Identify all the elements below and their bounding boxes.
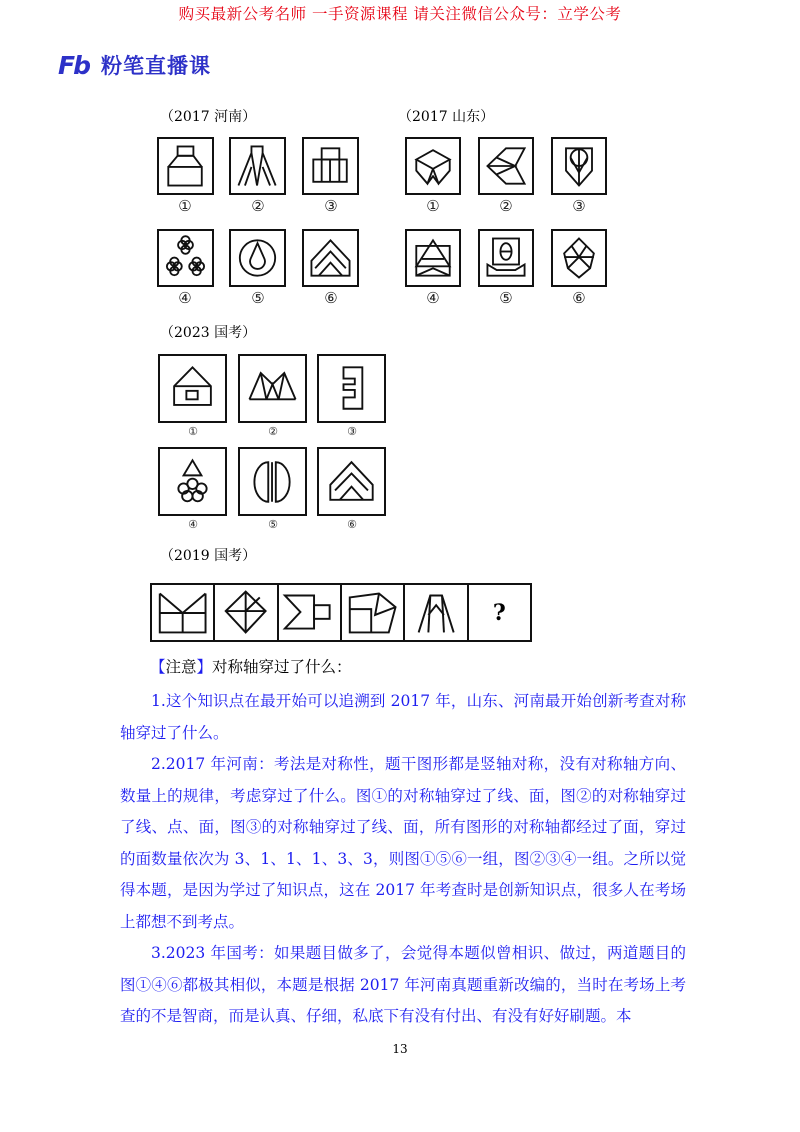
henan-num-1: ①: [178, 197, 192, 215]
henan-num-2: ②: [251, 197, 265, 215]
guokao2023-figure-5: [238, 447, 307, 516]
note-bracket-close: 】: [196, 658, 213, 676]
brand-logo: [58, 50, 211, 80]
henan-num-3: ③: [324, 197, 338, 215]
explanation-body: [120, 686, 686, 1033]
henan-figure-2: [229, 137, 286, 195]
henan-num-4: ④: [178, 289, 192, 307]
guokao2019-cell-4: [342, 585, 405, 640]
question-mark: ?: [492, 599, 506, 626]
label-guokao-2023: （2023 国考）: [160, 325, 257, 341]
note-heading: [150, 655, 352, 677]
shandong-num-5: ⑤: [499, 289, 513, 307]
guokao2023-num-2: ②: [268, 425, 278, 438]
guokao2019-cell-1: [152, 585, 215, 640]
label-henan-2017: （2017 河南）: [160, 109, 257, 125]
guokao2019-cell-3: [279, 585, 342, 640]
label-shandong-2017: （2017 山东）: [398, 109, 495, 125]
paragraph-2: 2.2017 年河南：考法是对称性，题干图形都是竖轴对称，没有对称轴方向、数量上的规律，考虑穿过了什么。图①的对称轴穿过了线、面，图②的对称轴穿过了线、点、面，图③的对称轴穿过了线、面，所有图形的对称轴都经过了面，穿过的面数量依次为 3、1、1、1、3、3，则图①⑤⑥一组，图②③④一组。之所以觉得本题，是因为学过了知识点，这在 2017 年考查时是创新知识点，很多人在考场上都想不到考点。: [120, 755, 686, 931]
henan-figure-1: [157, 137, 214, 195]
guokao2019-cell-5: [405, 585, 468, 640]
henan-figure-4: [157, 229, 214, 287]
logo-mark: Fb: [58, 50, 89, 80]
guokao2023-num-6: ⑥: [347, 518, 357, 531]
guokao2023-figure-6: [317, 447, 386, 516]
guokao2019-cell-question: [469, 585, 530, 640]
henan-figure-3: [302, 137, 359, 195]
shandong-num-1: ①: [426, 197, 440, 215]
henan-num-6: ⑥: [324, 289, 338, 307]
guokao2023-num-4: ④: [188, 518, 198, 531]
guokao2023-figure-4: [158, 447, 227, 516]
shandong-num-4: ④: [426, 289, 440, 307]
shandong-num-6: ⑥: [572, 289, 586, 307]
henan-figure-6: [302, 229, 359, 287]
henan-num-5: ⑤: [251, 289, 265, 307]
guokao2023-num-1: ①: [188, 425, 198, 438]
paragraph-1: 1.这个知识点在最开始可以追溯到 2017 年，山东、河南最开始创新考查对称轴穿过了什么。: [120, 692, 686, 742]
shandong-figure-1: [405, 137, 461, 195]
shandong-num-2: ②: [499, 197, 513, 215]
henan-figure-5: [229, 229, 286, 287]
guokao2023-figure-2: [238, 354, 307, 423]
promo-banner: 购买最新公考名师 一手资源课程 请关注微信公众号：立学公考: [178, 5, 622, 23]
guokao2023-figure-1: [158, 354, 227, 423]
shandong-figure-2: [478, 137, 534, 195]
note-bracket-open: 【: [150, 658, 166, 676]
shandong-num-3: ③: [572, 197, 586, 215]
paragraph-3: 3.2023 年国考：如果题目做多了，会觉得本题似曾相识、做过，两道题目的图①④⑥都极其相似，本题是根据 2017 年河南真题重新改编的，当时在考场上考查的不是智商，而是认真、仔细，私底下有没有付出、有没有好好刷题。本: [120, 944, 686, 1025]
shandong-figure-4: [405, 229, 461, 287]
guokao2023-figure-3: [317, 354, 386, 423]
page-number: 13: [392, 1042, 408, 1056]
shandong-figure-5: [478, 229, 534, 287]
guokao2023-num-5: ⑤: [268, 518, 278, 531]
logo-text: 粉笔直播课: [100, 54, 211, 78]
shandong-figure-6: [551, 229, 607, 287]
note-text: 对称轴穿过了什么：: [212, 658, 352, 676]
label-guokao-2019: （2019 国考）: [160, 548, 257, 564]
guokao2023-num-3: ③: [347, 425, 357, 438]
guokao2019-sequence: [150, 583, 532, 642]
note-title: 注意: [165, 658, 197, 676]
shandong-figure-3: [551, 137, 607, 195]
guokao2019-cell-2: [215, 585, 278, 640]
